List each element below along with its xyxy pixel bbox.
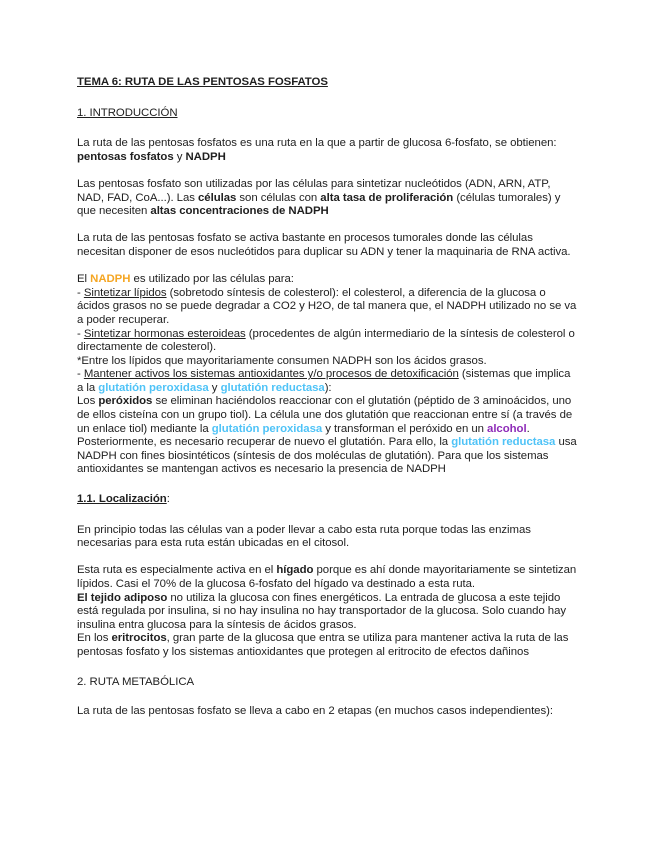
list-item-lipidos: - Sintetizar lípidos (sobretodo síntesis de colesterol): el colesterol, a diferencia de la glucosa o ácidos grasos no se puede degradar a CO2 y H2O, de tal manera que, el NADPH utilizado no se va a poder recuperar. (77, 286, 577, 326)
document-page (77, 76, 577, 719)
paragraph-etapas: La ruta de las pentosas fosfato se lleva a cabo en 2 etapas (en muchos casos independientes): (77, 705, 553, 718)
note-acidos-grasos: *Entre los lípidos que mayoritariamente consumen NADPH son los ácidos grasos. (77, 354, 487, 367)
list-item-antioxidantes: - Mantener activos los sistemas antioxidantes y/o procesos de detoxificación (sistemas que implica a la glutatión peroxidasa y glutatión reductasa): (77, 368, 571, 394)
paragraph-pentosas-uso: Las pentosas fosfato son utilizadas por las células para sintetizar nucleótidos (ADN, ARN, ATP, NAD, FAD, CoA...). Las células son células con alta tasa de proliferación (células tumorales) y que necesiten altas concentraciones de NADPH (77, 177, 561, 218)
list-item-hormonas: - Sintetizar hormonas esteroideas (procedentes de algún intermediario de la síntesis de colesterol o directamente de colesterol). (77, 327, 575, 354)
paragraph-citosol: En principio todas las células van a poder llevar a cabo esta ruta porque todas las enzimas necesarias para esta ruta están ubicadas en el citosol. (77, 523, 531, 550)
paragraph-tejido-adiposo: El tejido adiposo no utiliza la glucosa con fines energéticos. La entrada de glucosa a este tejido está regulada por insulina, si no hay insulina no hay transportador de la glucosa. Solo cuando hay insulina entra glucosa para la síntesis de ácidos grasos. (77, 591, 567, 631)
paragraph-tumorales: La ruta de las pentosas fosfato se activa bastante en procesos tumorales donde las células necesitan disponer de esos nucleótidos para duplicar su ADN y tener la maquinaria de RNA activa. (77, 232, 571, 258)
section-heading-ruta-metabolica: 2. RUTA METABÓLICA (77, 675, 195, 688)
paragraph-nadph-usos: El NADPH es utilizado por las células para: (77, 273, 294, 286)
paragraph-higado: Esta ruta es especialmente activa en el hígado porque es ahí donde mayoritariamente se sintetizan lípidos. Casi el 70% de la glucosa 6-fosfato del hígado va destinado a esta ruta. (77, 564, 577, 590)
document-title: TEMA 6: RUTA DE LAS PENTOSAS FOSFATOS (77, 76, 328, 88)
paragraph-intro: La ruta de las pentosas fosfatos es una ruta en la que a partir de glucosa 6-fosfato, se obtienen: pentosas fosfatos y NADPH (77, 137, 557, 163)
section-heading-localizacion: 1.1. Localización: (77, 493, 170, 506)
paragraph-peroxidos: Los peróxidos se eliminan haciéndolos reaccionar con el glutatión (péptido de 3 aminoácidos, uno de ellos cisteína con un grupo tiol). La célula une dos glutatión que reaccionan entre sí (a través de un enlace tiol) mediante la glutatión peroxidasa y transforman el peróxido en un alcohol. Posteriormente, es necesario recuperar de nuevo el glutatión. Para ello, la glutatión reductasa usa NADPH con fines biosintéticos (síntesis de dos moléculas de glutatión). Para que los sistemas antioxidantes se mantengan activos es necesario la presencia de NADPH (77, 395, 577, 476)
paragraph-eritrocitos: En los eritrocitos, gran parte de la glucosa que entra se utiliza para mantener activa la ruta de las pentosas fosfato y los sistemas antioxidantes que protegen al eritrocito de efectos dañinos (77, 632, 569, 658)
section-heading-intro: 1. INTRODUCCIÓN (77, 106, 178, 119)
